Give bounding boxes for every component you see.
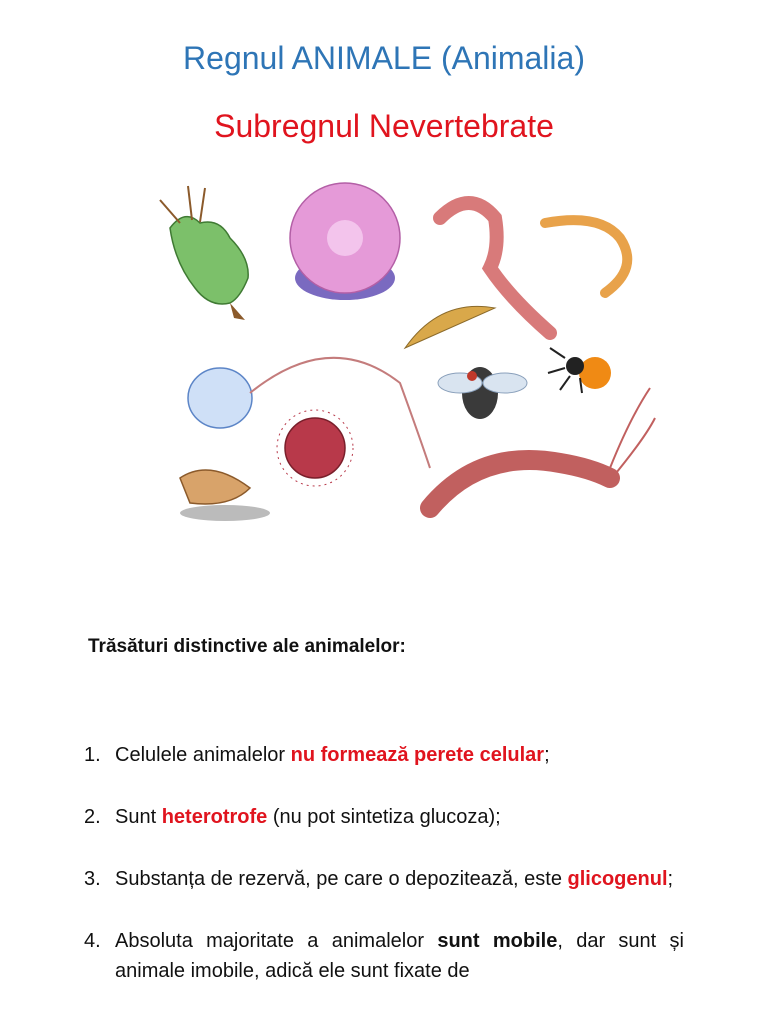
sea-urchin-icon [277,410,353,486]
trait-text-end: ; [544,744,550,766]
trait-number: 2. [84,806,101,828]
page-subtitle: Subregnul Nevertebrate [214,108,554,144]
trait-text: Substanța de rezervă, pe care o depozitează, este [115,868,568,890]
trait-item [84,740,684,770]
page-title: Regnul ANIMALE (Animalia) [183,40,585,76]
trait-text: Absoluta majoritate a animalelor [115,930,438,952]
trait-highlight: heterotrofe [161,806,268,828]
snail-icon [180,470,270,521]
trait-text: Sunt [115,806,162,828]
invertebrates-illustration [150,178,660,538]
trait-text-end: ; [667,868,674,890]
shrimp-icon [430,388,655,508]
spider-icon [548,348,611,393]
trait-number: 3. [84,868,101,890]
trait-highlight: glicogenul [567,868,668,890]
trait-text: Celulele animalelor [115,744,291,766]
trait-number: 1. [84,744,101,766]
traits-list [84,740,684,1018]
trait-item [84,864,684,894]
flatworm-icon [405,306,495,348]
trait-highlight: nu formează perete celular [290,744,545,766]
trait-text-end: (nu pot sintetiza glucoza); [267,806,501,828]
trait-item [84,802,684,832]
trait-item [84,926,684,986]
centipede-icon [545,220,627,293]
sea-anemone-icon [290,183,400,300]
sea-slug-icon [160,186,248,320]
traits-heading: Trăsături distinctive ale animalelor: [88,636,406,657]
trait-text-end: , dar sunt și animale imobile, adică ele sunt fixate de [115,930,684,982]
trait-bold: sunt mobile [437,930,558,952]
fly-icon [438,367,527,419]
trait-number: 4. [84,930,101,952]
